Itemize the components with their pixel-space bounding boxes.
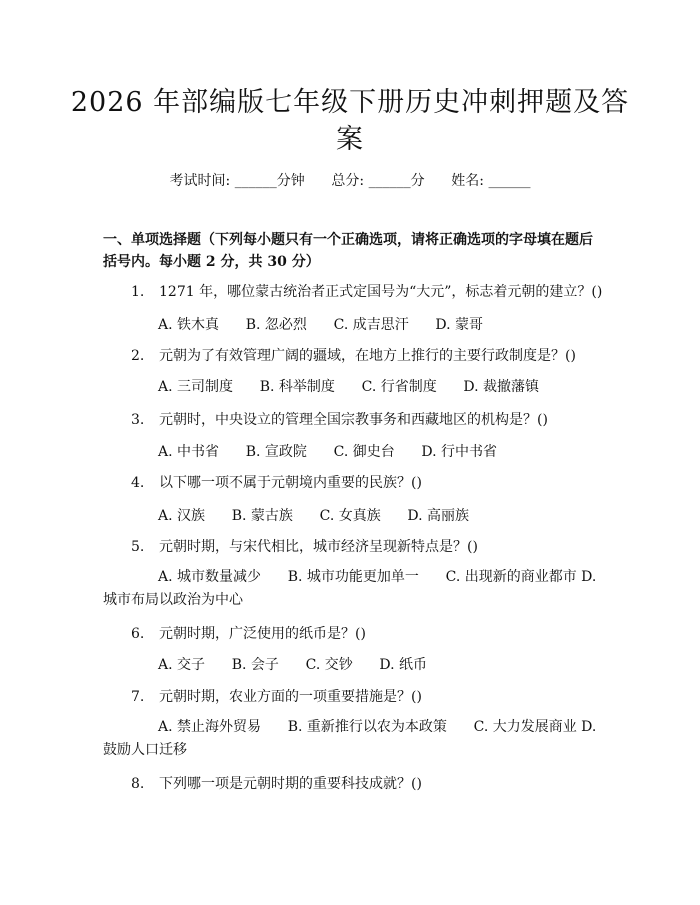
question-text: 下列哪一项是元朝时期的重要科技成就？(): [159, 776, 422, 792]
document-title-line1: 2026 年部编版七年级下册历史冲刺押题及答: [70, 87, 630, 118]
question-7: [131, 686, 422, 706]
question-5: [131, 536, 478, 556]
question-number: 5.: [131, 539, 145, 555]
question-text: 元朝为了有效管理广阔的疆域，在地方上推行的主要行政制度是？(): [159, 348, 576, 364]
question-6: [131, 623, 366, 643]
question-1: [131, 281, 602, 301]
question-text: 元朝时，中央设立的管理全国宗教事务和西藏地区的机构是？(): [159, 412, 548, 428]
question-number: 3.: [131, 412, 145, 428]
question-text: 元朝时期，广泛使用的纸币是？(): [159, 626, 366, 642]
question-number: 2.: [131, 348, 145, 364]
question-2: [131, 345, 576, 365]
question-2-options: A. 三司制度 B. 科举制度 C. 行省制度 D. 裁撤藩镇: [158, 379, 540, 395]
question-3-options: A. 中书省 B. 宣政院 C. 御史台 D. 行中书省: [158, 444, 498, 460]
question-5-options: [103, 566, 601, 612]
question-8: [131, 773, 422, 793]
question-1-options: A. 铁木真 B. 忽必烈 C. 成吉思汗 D. 蒙哥: [158, 317, 484, 333]
question-number: 1.: [131, 284, 145, 300]
question-3: [131, 409, 548, 429]
question-text: 以下哪一项不属于元朝境内重要的民族？(): [159, 475, 422, 491]
question-number: 6.: [131, 626, 145, 642]
options-text: A. 禁止海外贸易 B. 重新推行以农为本政策 C. 大力发展商业 D. 鼓励人口迁移: [103, 719, 601, 758]
question-7-options: [103, 716, 601, 762]
document-title-line2: 案: [336, 124, 364, 155]
question-6-options: A. 交子 B. 会子 C. 交钞 D. 纸币: [158, 657, 428, 673]
section-heading: 一、单项选择题（下列每小题只有一个正确选项，请将正确选项的字母填在题后括号内。每小题 2 分，共 30 分）: [103, 232, 593, 270]
exam-info-line: 考试时间: ______分钟 总分: ______分 姓名: ______: [169, 173, 531, 189]
question-number: 7.: [131, 689, 145, 705]
question-4: [131, 472, 422, 492]
question-4-options: A. 汉族 B. 蒙古族 C. 女真族 D. 高丽族: [158, 508, 470, 524]
question-text: 元朝时期，与宋代相比，城市经济呈现新特点是？(): [159, 539, 478, 555]
question-text: 元朝时期，农业方面的一项重要措施是？(): [159, 689, 422, 705]
question-number: 8.: [131, 776, 145, 792]
question-number: 4.: [131, 475, 145, 491]
options-text: A. 城市数量减少 B. 城市功能更加单一 C. 出现新的商业都市 D. 城市布局以政治为中心: [103, 569, 601, 608]
question-text: 1271 年，哪位蒙古统治者正式定国号为“大元”，标志着元朝的建立？(): [159, 284, 603, 300]
